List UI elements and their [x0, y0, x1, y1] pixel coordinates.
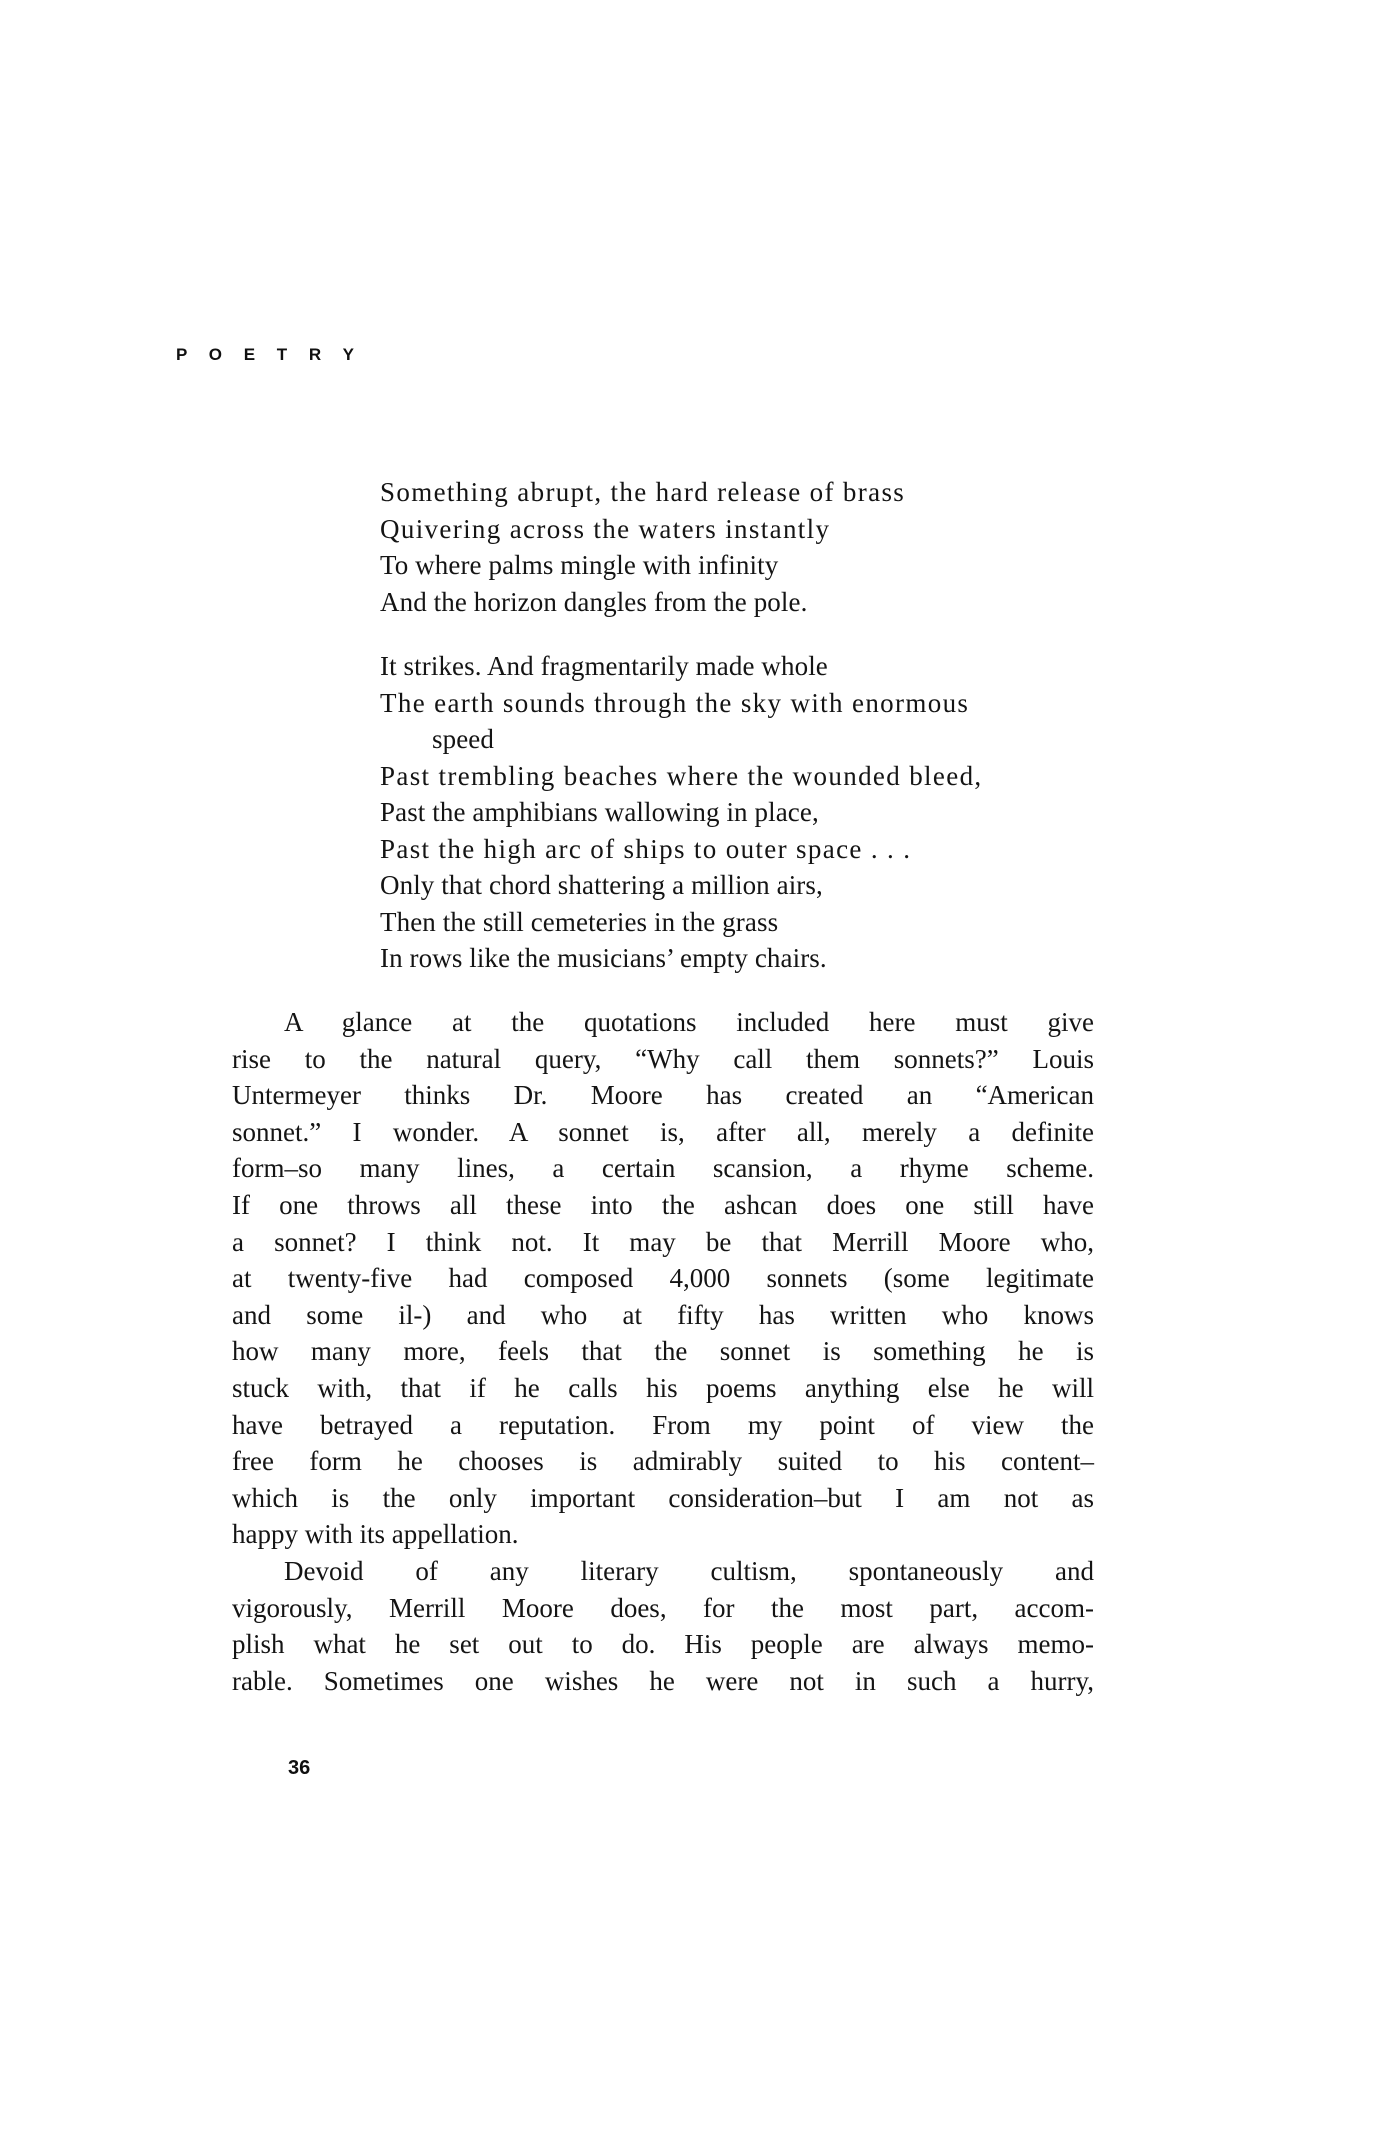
text-line: Devoid of any literary cultism, spontaneously and — [284, 1555, 1094, 1586]
poem-line: Quivering across the waters instantly — [380, 513, 831, 544]
text-line: have betrayed a reputation. From my point of view the — [232, 1409, 1094, 1440]
text-line: how many more, feels that the sonnet is something he is — [232, 1336, 1094, 1367]
text-line: form–so many lines, a certain scansion, a rhyme scheme. — [232, 1153, 1094, 1184]
poem-excerpt — [380, 474, 1080, 977]
running-head: P O E T R Y — [176, 345, 363, 364]
text-line: Untermeyer thinks Dr. Moore has created an “American — [232, 1080, 1094, 1111]
poem-line-indented: speed — [432, 724, 494, 754]
text-line: at twenty-five had composed 4,000 sonnets (some legitimate — [232, 1263, 1094, 1294]
poem-line: To where palms mingle with infinity — [380, 550, 779, 580]
text-line: free form he chooses is admirably suited to his content– — [232, 1446, 1094, 1477]
poem-line: Something abrupt, the hard release of brass — [380, 477, 906, 507]
body-text — [232, 1004, 1094, 1699]
text-line: vigorously, Merrill Moore does, for the most part, accom- — [232, 1592, 1094, 1623]
paragraph-glance — [232, 1004, 1094, 1553]
poem-line: Past the high arc of ships to outer space . . . — [380, 833, 912, 864]
text-line: A glance at the quotations included here must give — [284, 1007, 1094, 1037]
text-line: rable. Sometimes one wishes he were not in such a hurry, — [232, 1665, 1094, 1696]
poem-stanza — [380, 474, 1080, 620]
paragraph-devoid — [232, 1553, 1094, 1699]
poem-line: Past trembling beaches where the wounded bleed, — [380, 760, 983, 791]
text-line: rise to the natural query, “Why call them sonnets?” Louis — [232, 1043, 1094, 1074]
text-line: which is the only important consideration–but I am not as — [232, 1482, 1094, 1513]
text-line: happy with its appellation. — [232, 1519, 519, 1550]
poem-stanza — [380, 648, 1080, 977]
poem-line: In rows like the musicians’ empty chairs. — [380, 943, 827, 973]
poem-line: Then the still cemeteries in the grass — [380, 906, 779, 937]
page-number: 36 — [288, 1757, 311, 1779]
poem-line: Past the amphibians wallowing in place, — [380, 797, 819, 827]
text-line: sonnet.” I wonder. A sonnet is, after all, merely a definite — [232, 1116, 1094, 1147]
poem-line: Only that chord shattering a million airs, — [380, 870, 823, 900]
text-line: plish what he set out to do. His people are always memo- — [232, 1629, 1094, 1660]
text-line: a sonnet? I think not. It may be that Merrill Moore who, — [232, 1226, 1094, 1257]
text-line: and some il-) and who at fifty has written who knows — [232, 1299, 1094, 1330]
poem-line: It strikes. And fragmentarily made whole — [380, 651, 828, 681]
text-line: If one throws all these into the ashcan does one still have — [232, 1189, 1094, 1220]
poem-line: And the horizon dangles from the pole. — [380, 586, 808, 617]
poem-line: The earth sounds through the sky with enormous — [380, 687, 970, 718]
text-line: stuck with, that if he calls his poems anything else he will — [232, 1372, 1094, 1403]
